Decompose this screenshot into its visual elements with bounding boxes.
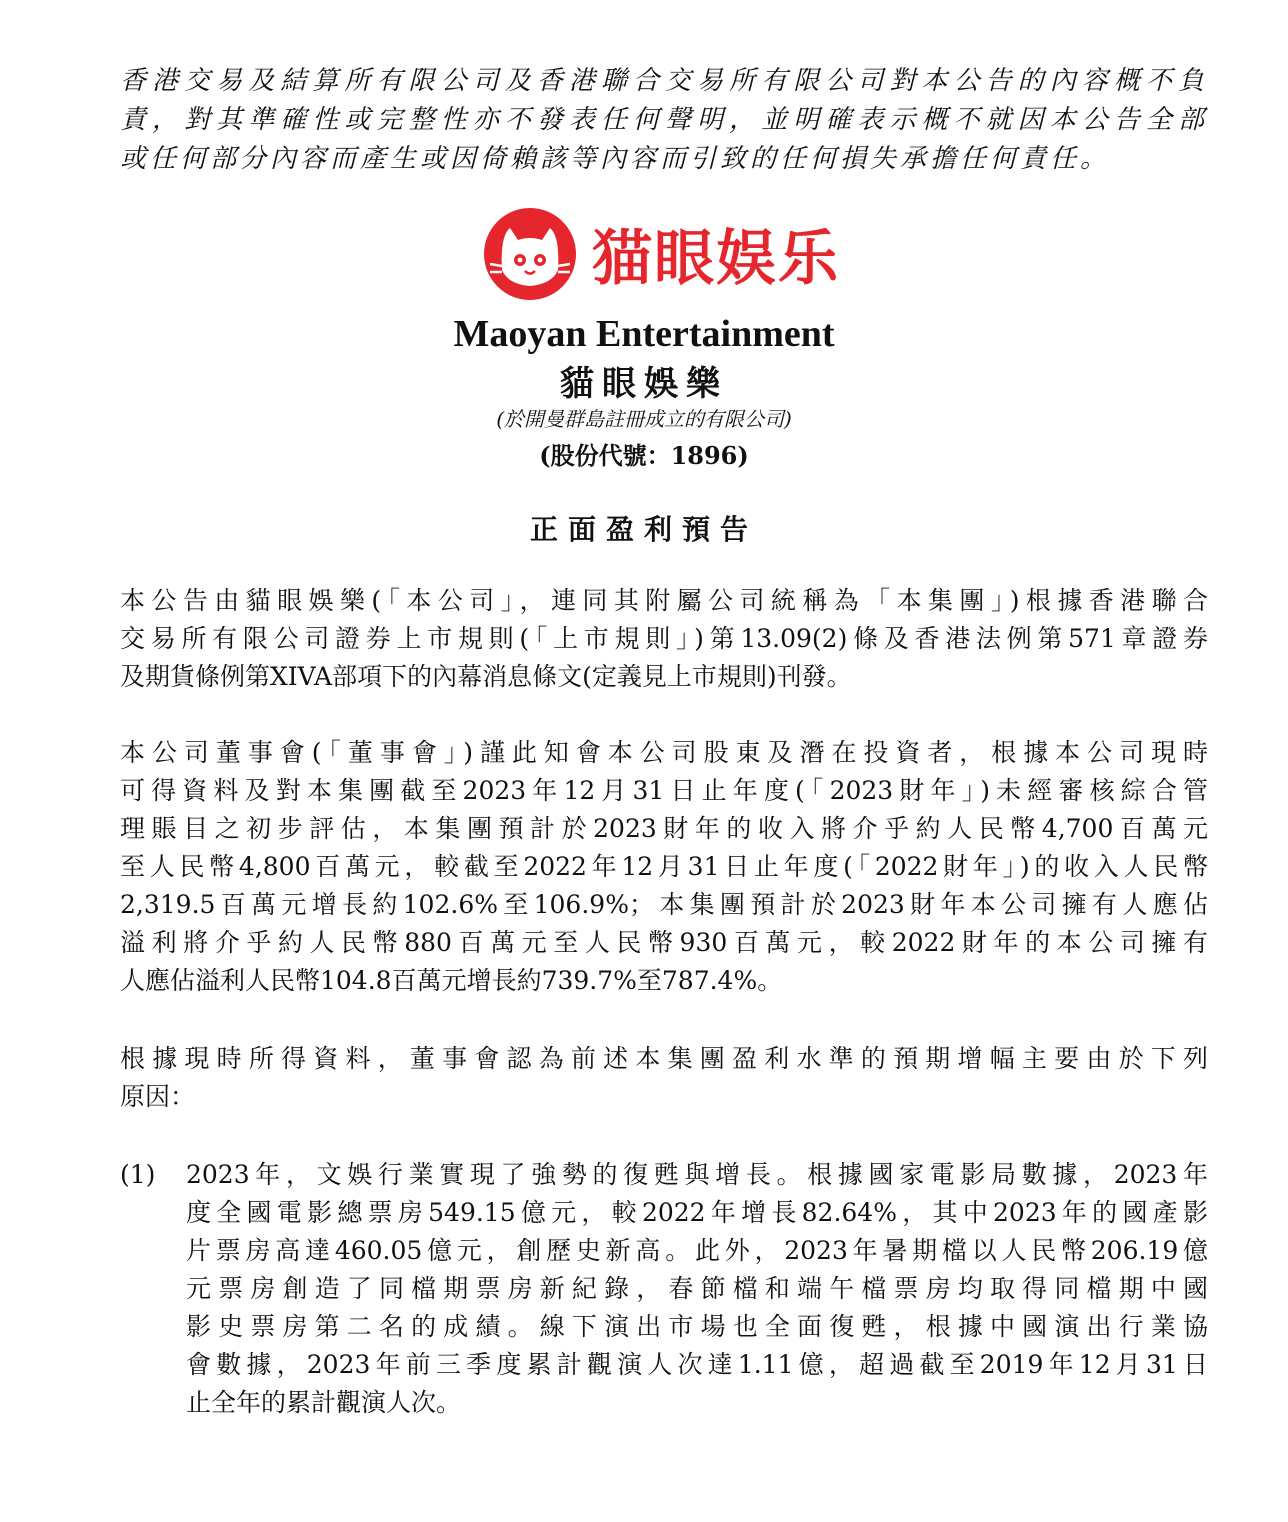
item-line: 元票房創造了同檔期票房新紀錄，春節檔和端午檔票房均取得同檔期中國 [186, 1274, 1208, 1303]
item-body [186, 1156, 1208, 1422]
paragraph-line: 理賬目之初步評估，本集團預計於2023財年的收入將介乎約人民幣4,700百萬元 [120, 814, 1208, 843]
paragraph-intro [120, 582, 1208, 696]
paragraph-line: 交易所有限公司證券上市規則(「上市規則」)第13.09(2)條及香港法例第571章證券 [120, 624, 1208, 653]
item-line: 止全年的累計觀演人次。 [186, 1388, 462, 1417]
cat-face-icon [480, 206, 580, 302]
paragraph-line: 2,319.5百萬元增長約102.6%至106.9%；本集團預計於2023財年本公司擁有人應佔 [120, 890, 1208, 919]
paragraph-line: 根據現時所得資料，董事會認為前述本集團盈利水準的預期增幅主要由於下列 [120, 1044, 1208, 1073]
item-line: 2023年，文娛行業實現了強勢的復甦與增長。根據國家電影局數據，2023年 [186, 1160, 1208, 1189]
paragraph-line: 及期貨條例第XIVA部項下的內幕消息條文(定義見上市規則)刊發。 [120, 662, 852, 691]
disclaimer [120, 62, 1208, 179]
disclaimer-line: 或任何部分內容而產生或因倚賴該等內容而引致的任何損失承擔任何責任。 [120, 144, 1111, 174]
disclaimer-line: 香港交易及結算所有限公司及香港聯合交易所有限公司對本公告的內容概不負 [120, 66, 1208, 96]
paragraph-reasons [120, 1040, 1208, 1116]
paragraph-line: 溢利將介乎約人民幣880百萬元至人民幣930百萬元，較2022財年的本公司擁有 [120, 928, 1208, 957]
paragraph-line: 本公司董事會(「董事會」)謹此知會本公司股東及潛在投資者，根據本公司現時 [120, 738, 1208, 767]
item-number: (1) [120, 1160, 156, 1189]
logo-wordmark: 猫眼娱乐 [592, 224, 840, 294]
paragraph-line: 原因： [120, 1082, 196, 1111]
paragraph-line: 至人民幣4,800百萬元，較截至2022年12月31日止年度(「2022財年」)的收入人民幣 [120, 852, 1208, 881]
disclaimer-line: 責，對其準確性或完整性亦不發表任何聲明，並明確表示概不就因本公告全部 [120, 105, 1208, 135]
item-line: 會數據，2023年前三季度累計觀演人次達1.11億，超過截至2019年12月31日 [186, 1350, 1208, 1379]
company-logo [480, 206, 850, 302]
stock-code: (股份代號：1896) [539, 441, 749, 470]
company-name-en: Maoyan Entertainment [453, 313, 835, 355]
item-line: 影史票房第二名的成績。線下演出市場也全面復甦，根據中國演出行業協 [186, 1312, 1208, 1341]
paragraph-forecast [120, 734, 1208, 1000]
incorporation-note: (於開曼群島註冊成立的有限公司) [496, 407, 792, 431]
paragraph-line: 本公告由貓眼娛樂(「本公司」，連同其附屬公司統稱為「本集團」)根據香港聯合 [120, 586, 1208, 615]
company-name-zh: 貓眼娛樂 [560, 364, 728, 404]
paragraph-line: 人應佔溢利人民幣104.8百萬元增長約739.7%至787.4%。 [120, 966, 783, 995]
item-line: 度全國電影總票房549.15億元，較2022年增長82.64%，其中2023年的國產影 [186, 1198, 1208, 1227]
item-line: 片票房高達460.05億元，創歷史新高。此外，2023年暑期檔以人民幣206.19億 [186, 1236, 1208, 1265]
paragraph-line: 可得資料及對本集團截至2023年12月31日止年度(「2023財年」)未經審核綜合管 [120, 776, 1208, 805]
announcement-title: 正面盈利預告 [529, 513, 758, 546]
